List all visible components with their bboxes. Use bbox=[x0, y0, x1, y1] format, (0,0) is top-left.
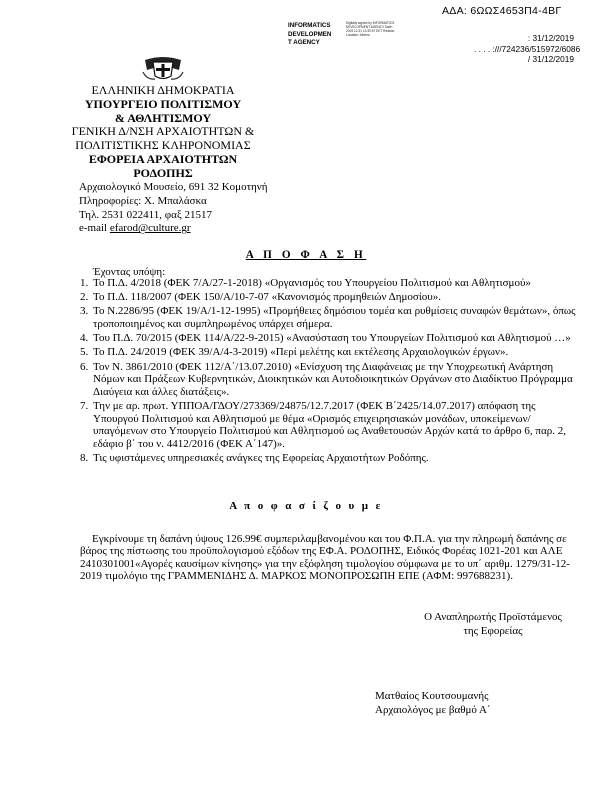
item-number: 8. bbox=[80, 451, 89, 464]
list-item bbox=[80, 291, 578, 304]
list-item bbox=[80, 361, 578, 399]
signatory-name-block bbox=[375, 690, 491, 717]
issuer-line: ΥΠΟΥΡΓΕΙΟ ΠΟΛΙΤΙΣΜΟΥ bbox=[84, 96, 242, 111]
item-number: 2. bbox=[80, 291, 89, 304]
item-text: Τον Ν. 3861/2010 (ΦΕΚ 112/Α΄/13.07.2010) «Ενίσχυση της Διαφάνειας με την Υποχρεωτική Ανάρτηση Νόμων και Πράξεων Κυβερνητικών, Διοικητικών και Αυτοδιοικητικών Οργάνων στο Διαδίκτυο Πρόγραμμα Διαύγεια και άλλες διατάξεις». bbox=[93, 360, 573, 398]
list-item bbox=[80, 332, 578, 345]
issuer-line: ΡΟΔΟΠΗΣ bbox=[133, 165, 193, 180]
item-text: Το Ν.2286/95 (ΦΕΚ 19/Α/1-12-1995) «Προμήθειες δημόσιου τομέα και ρυθμίσεις συναφών θεμάτων», όπως τροποποιημένος και συμπληρωμένος υπάρχει σήμερα. bbox=[93, 305, 576, 330]
item-text: Του Π.Δ. 70/2015 (ΦΕΚ 114/Α/22-9-2015) «Ανασύσταση του Υπουργείων Πολιτισμού και Αθλητισμού …» bbox=[93, 332, 571, 345]
stamp-details bbox=[474, 33, 581, 65]
stamp-protocol: . . . . :///724236/515972/6086 bbox=[474, 43, 581, 54]
decide-heading: Α π ο φ α σ ί ζ ο υ μ ε bbox=[229, 500, 383, 512]
email-link[interactable]: efarod@culture.gr bbox=[109, 222, 191, 235]
list-item bbox=[80, 400, 578, 450]
item-number: 7. bbox=[80, 399, 89, 412]
role-line: Ο Αναπληρωτής Προϊστάμενος bbox=[424, 611, 562, 623]
item-number: 5. bbox=[80, 346, 89, 359]
decision-title: Α Π Ο Φ Α Σ Η bbox=[245, 249, 367, 261]
stamp-date-2: / 31/12/2019 bbox=[527, 54, 574, 64]
item-text: Το Π.Δ. 4/2018 (ΦΕΚ 7/Α/27-1-2018) «Οργανισμός του Υπουργείου Πολιτισμού και Αθλητισμού» bbox=[93, 277, 531, 289]
item-text: Την με αρ. πρωτ. ΥΠΠΟΑ/ΓΔΟΥ/273369/24875/12.7.2017 (ΦΕΚ Β΄2425/14.07.2017) απόφαση της Υπουργού Πολιτισμού και Αθλητισμού με θέμα «Ορισμός επιχειρησιακών μονάδων, υποκείμενων/υπαγόμενων στο Υπουργείο Πολιτισμού και Αθλητισμού ως Αναθετουσών Αρχών κατά το άρθρο 6, παρ. 2, εδάφιο β΄ του ν. 4412/2016 (ΦΕΚ Α΄147)». bbox=[93, 399, 566, 450]
signatory-rank: Αρχαιολόγος με βαθμό Α΄ bbox=[375, 703, 491, 716]
item-number: 3. bbox=[80, 305, 89, 318]
item-text: Το Π.Δ. 24/2019 (ΦΕΚ 39/Α/4-3-2019) «Περί μελέτης και εκτέλεσης Αρχαιολογικών έργων». bbox=[93, 346, 509, 359]
item-text: Το Π.Δ. 118/2007 (ΦΕΚ 150/Α/10-7-07 «Κανονισμός προμηθειών Δημοσίου». bbox=[93, 291, 441, 304]
contact-block bbox=[79, 181, 267, 236]
contact-email-row bbox=[79, 222, 267, 236]
role-line: της Εφορείας bbox=[463, 624, 523, 637]
email-label: e-mail bbox=[79, 222, 108, 235]
contact-address: Αρχαιολογικό Μουσείο, 691 32 Κομοτηνή bbox=[79, 181, 268, 193]
contact-info: Πληροφορίες: Χ. Μπαλάσκα bbox=[79, 194, 207, 207]
stamp-org-line: T AGENCY bbox=[288, 39, 320, 47]
issuer-line: ΕΛΛΗΝΙΚΗ ΔΗΜΟΚΡΑΤΙΑ bbox=[91, 83, 235, 97]
issuer-line: ΠΟΛΙΤΙΣΤΙΚΗΣ ΚΛΗΡΟΝΟΜΙΑΣ bbox=[75, 138, 251, 153]
stamp-org-line: DEVELOPMEN bbox=[288, 30, 332, 38]
signatory-role bbox=[408, 611, 578, 638]
issuer-block bbox=[60, 84, 266, 181]
list-item bbox=[80, 346, 578, 359]
decision-body: Εγκρίνουμε τη δαπάνη ύψους 126.99€ συμπεριλαμβανομένου και του Φ.Π.Α. για την πληρωμή δαπάνης σε βάρος της πίστωσης του προϋπολογισμού εξόδων της ΕΦ.Α. ΡΟΔΟΠΗΣ, Ειδικός Φορέας 1021-201 και ΑΛΕ 2410301001«Αγορές καυσίμων κίνησης» για την εξόφληση τιμολογίου σύμφωνα με το υπ΄ αριθμ. 1279/31-12-2019 τιμολόγιο της ΓΡΑΜΜΕΝΙΔΗΣ Δ. ΜΑΡΚΟΣ ΜΟΝΟΠΡΟΣΩΠΗ ΕΠΕ (ΑΦΜ: 997688231). bbox=[80, 533, 570, 583]
contact-phone: Τηλ. 2531 022411, φαξ 21517 bbox=[79, 208, 213, 221]
stamp-org-line: INFORMATICS bbox=[288, 22, 331, 29]
ada-code: ΑΔΑ: 6ΩΩΣ4653Π4-4ΒΓ bbox=[442, 5, 562, 17]
considerations-list bbox=[80, 277, 578, 466]
signature-stamp-org bbox=[288, 22, 331, 48]
stamp-fine-print: Digitally signed by INFORMATICS DEVELOPMENT AGENCY Date: 2019.12.31 13:39:57 EET Reason: Location: Athens bbox=[346, 21, 396, 38]
item-number: 6. bbox=[80, 360, 89, 373]
list-item bbox=[80, 452, 578, 465]
stamp-date: : 31/12/2019 bbox=[527, 33, 574, 43]
list-item bbox=[80, 277, 578, 290]
item-number: 1. bbox=[80, 277, 89, 289]
signatory-name: Ματθαίος Κουτσουμανής bbox=[375, 690, 489, 702]
greek-emblem-icon bbox=[139, 56, 187, 82]
considering-label: Έχοντας υπόψη: bbox=[93, 266, 166, 278]
item-number: 4. bbox=[80, 332, 89, 345]
issuer-line: & ΑΘΛΗΤΙΣΜΟΥ bbox=[114, 110, 212, 125]
issuer-line: ΕΦΟΡΕΙΑ ΑΡΧΑΙΟΤΗΤΩΝ bbox=[88, 151, 238, 166]
issuer-line: ΓΕΝΙΚΗ Δ/ΝΣΗ ΑΡΧΑΙΟΤΗΤΩΝ & bbox=[71, 124, 255, 139]
list-item bbox=[80, 305, 578, 330]
item-text: Τις υφιστάμενες υπηρεσιακές ανάγκες της Εφορείας Αρχαιοτήτων Ροδόπης. bbox=[93, 451, 429, 464]
